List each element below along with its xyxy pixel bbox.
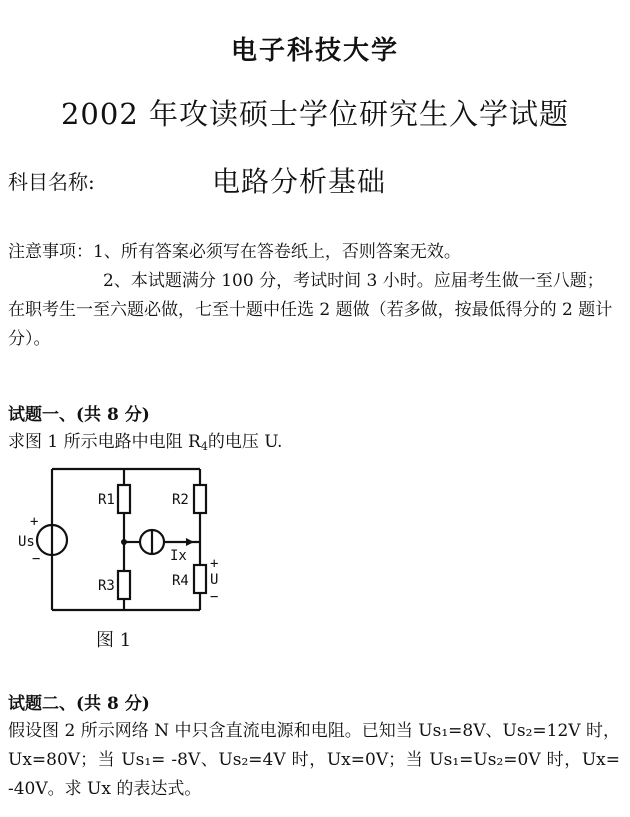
current-arrow-icon [186, 538, 194, 546]
circuit-figure-1 [12, 455, 242, 625]
current-label: Ix [170, 548, 187, 564]
question1-title: 试题一、(共 8 分) [8, 405, 150, 425]
r1-label: R1 [98, 492, 115, 508]
note-line-1: 注意事项：1、所有答案必须写在答卷纸上，否则答案无效。 [8, 242, 461, 262]
question1-text [8, 428, 282, 457]
question1-text-after: 的电压 U. [207, 432, 283, 452]
r3-label: R3 [98, 578, 115, 594]
resistor-r4 [194, 565, 206, 593]
university-name: 电子科技大学 [230, 36, 399, 66]
question1-text-subscript: 4 [200, 440, 208, 453]
junction-dot-middle [121, 539, 127, 545]
resistor-r2 [194, 485, 206, 513]
source-label: Us [18, 534, 35, 550]
question2-title: 试题二、(共 8 分) [8, 694, 150, 714]
resistor-r1 [118, 485, 130, 513]
source-minus-label: − [32, 551, 41, 567]
question2-text: 假设图 2 所示网络 N 中只含直流电源和电阻。已知当 Us₁=8V、Us₂=12V 时，Ux=80V；当 Us₁= -8V、Us₂=4V 时，Ux=0V；当 Us₁=Us₂=0V 时，Ux= -40V。求 Ux 的表达式。 [8, 721, 620, 799]
voltage-plus-label: + [210, 556, 219, 572]
figure-1-caption: 图 1 [96, 630, 132, 651]
question1-text-before: 求图 1 所示电路中电阻 R [8, 432, 201, 452]
question2-body [8, 717, 620, 804]
subject-name: 电路分析基础 [212, 165, 387, 198]
source-plus-label: + [30, 514, 39, 530]
note-line-2: 2、本试题满分 100 分，考试时间 3 小时。应届考生做一至八题；在职考生一至六题必做，七至十题中任选 2 题做（若多做，按最低得分的 2 题计分）。 [8, 271, 613, 349]
resistor-r3 [118, 571, 130, 599]
subject-label: 科目名称: [8, 170, 95, 194]
r4-label: R4 [172, 573, 189, 589]
voltage-minus-label: − [210, 589, 219, 605]
exam-title: 2002 年攻读硕士学位研究生入学试题 [60, 97, 570, 131]
voltage-label: U [210, 572, 219, 588]
exam-notes [8, 238, 620, 354]
r2-label: R2 [172, 492, 189, 508]
